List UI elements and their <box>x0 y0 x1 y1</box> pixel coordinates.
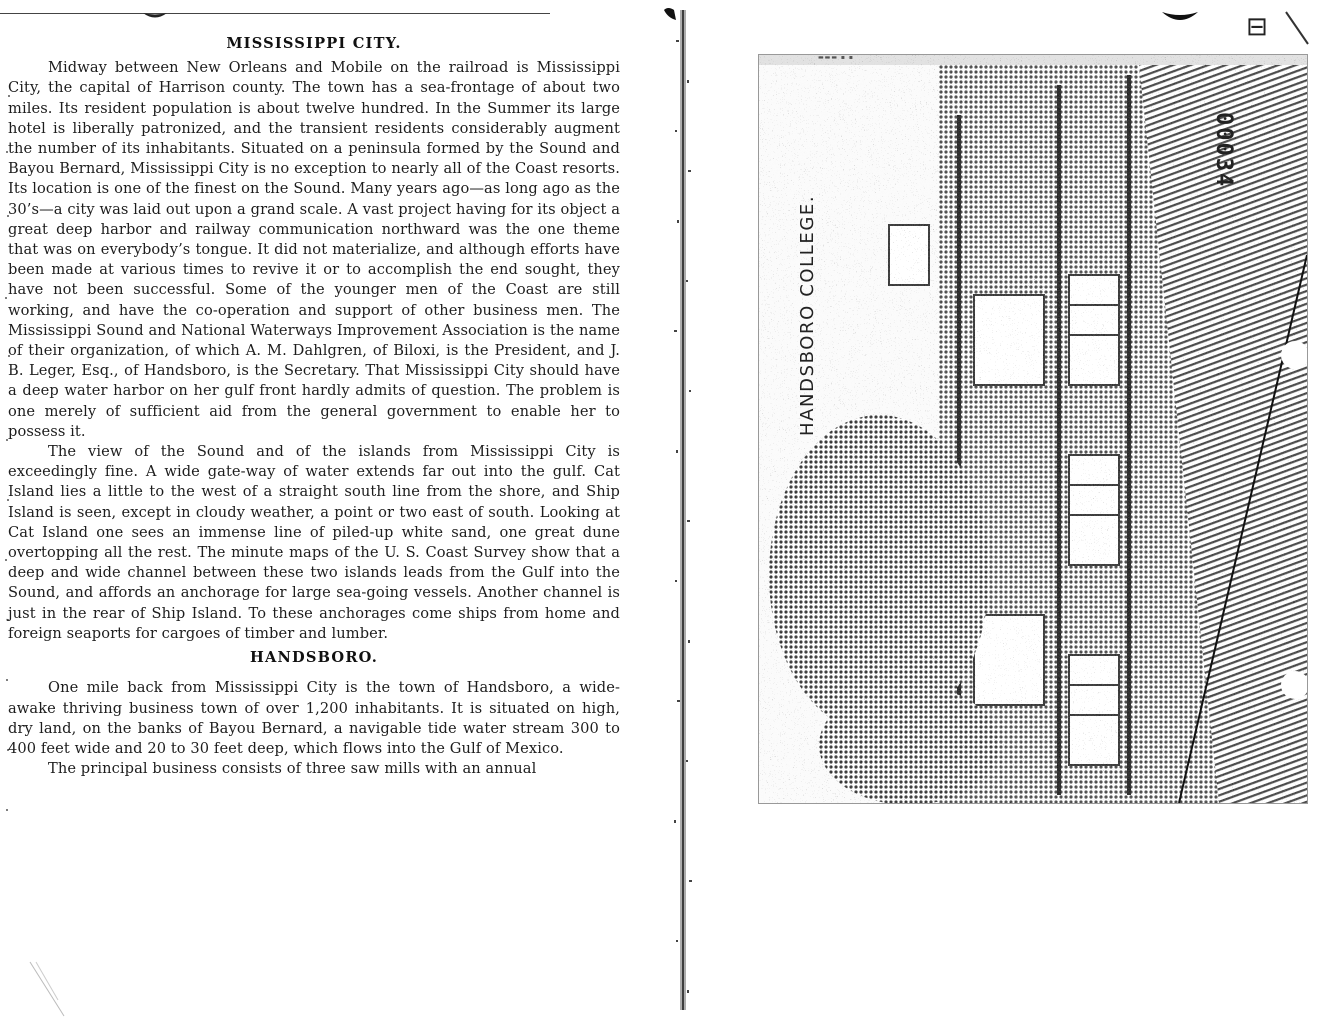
stray-mark <box>28 960 68 1020</box>
corner-mark <box>1280 8 1310 48</box>
ink-blot <box>142 6 168 20</box>
plate-top-edge-mark: ▬▬▬ ▪ ▪ <box>818 54 854 61</box>
paragraph: The principal business consists of three saw mills with an annual <box>48 760 537 778</box>
ink-blot <box>1160 6 1200 26</box>
section-title-handsboro: HANDSBORO. <box>249 649 379 667</box>
binding-gutter <box>660 0 720 1020</box>
section-title-mississippi-city: MISSISSIPPI CITY. <box>226 35 402 52</box>
corner-glyph-mark: ⊟ <box>1246 12 1268 42</box>
archive-stamp-number: 00034 <box>1211 112 1236 189</box>
paragraph: The view of the Sound and of the islands from Mississippi City is exceedingly fine. A wide gate-way of water extends far out into the gulf. Cat Island lies a little to the west of a straight south line from the shore, and Ship Island is seen, except in cloudy weather, a point or two east of south. Looking at Cat Island one sees an immense line of piled-up white sand, one great dune overtopping all the rest. The minute maps of the U. S. Coast Survey show that a deep and wide channel between these two islands leads from the Gulf into the Sound, and affords an anchorage for large sea-going vessels. Another channel is just in the rear of Ship Island. To these anchorages come ships from home and foreign seaports for cargoes of timber and lumber. <box>8 443 620 642</box>
paragraph: One mile back from Mississippi City is the town of Handsboro, a wide-awake thriving business town of over 1,200 inhabitants. It is situated on high, dry land, on the banks of Bayou Bernard, a navigable tide water stream 300 to 400 feet wide and 20 to 30 feet deep, which flows into the Gulf of Mexico. <box>8 679 620 757</box>
text-column <box>8 34 620 779</box>
photo-caption: HANDSBORO COLLEGE. <box>797 194 818 436</box>
top-rule <box>0 13 550 14</box>
paragraph: Midway between New Orleans and Mobile on the railroad is Mississippi City, the capital of Harrison county. The town has a sea-frontage of about two miles. Its resident population is about twelve hundred. In the Summer its large hotel is liberally patronized, and the transient residents considerably augment the number of its inhabitants. Situated on a peninsula formed by the Sound and Bayou Bernard, Mississippi City is no exception to nearly all of the Coast resorts. Its location is one of the finest on the Sound. Many years ago—as long ago as the 30’s—a city was laid out upon a grand scale. A vast project having for its object a great deep harbor and railway communication northward was the one theme that was on everybody’s tongue. It did not materialize, and although efforts have been made at various times to revive it or to accomplish the end sought, they have not been successful. Some of the younger men of the Coast are still working, and have the co-operation and support of other business men. The Mississippi Sound and National Waterways Improvement Association is the name of their organization, of which A. M. Dahlgren, of Biloxi, is the President, and J. B. Leger, Esq., of Handsboro, is the Secretary. That Mississippi City should have a deep water harbor on her gulf front hardly admits of question. The problem is one merely of sufficient aid from the general government to enable her to possess it. <box>8 59 620 440</box>
